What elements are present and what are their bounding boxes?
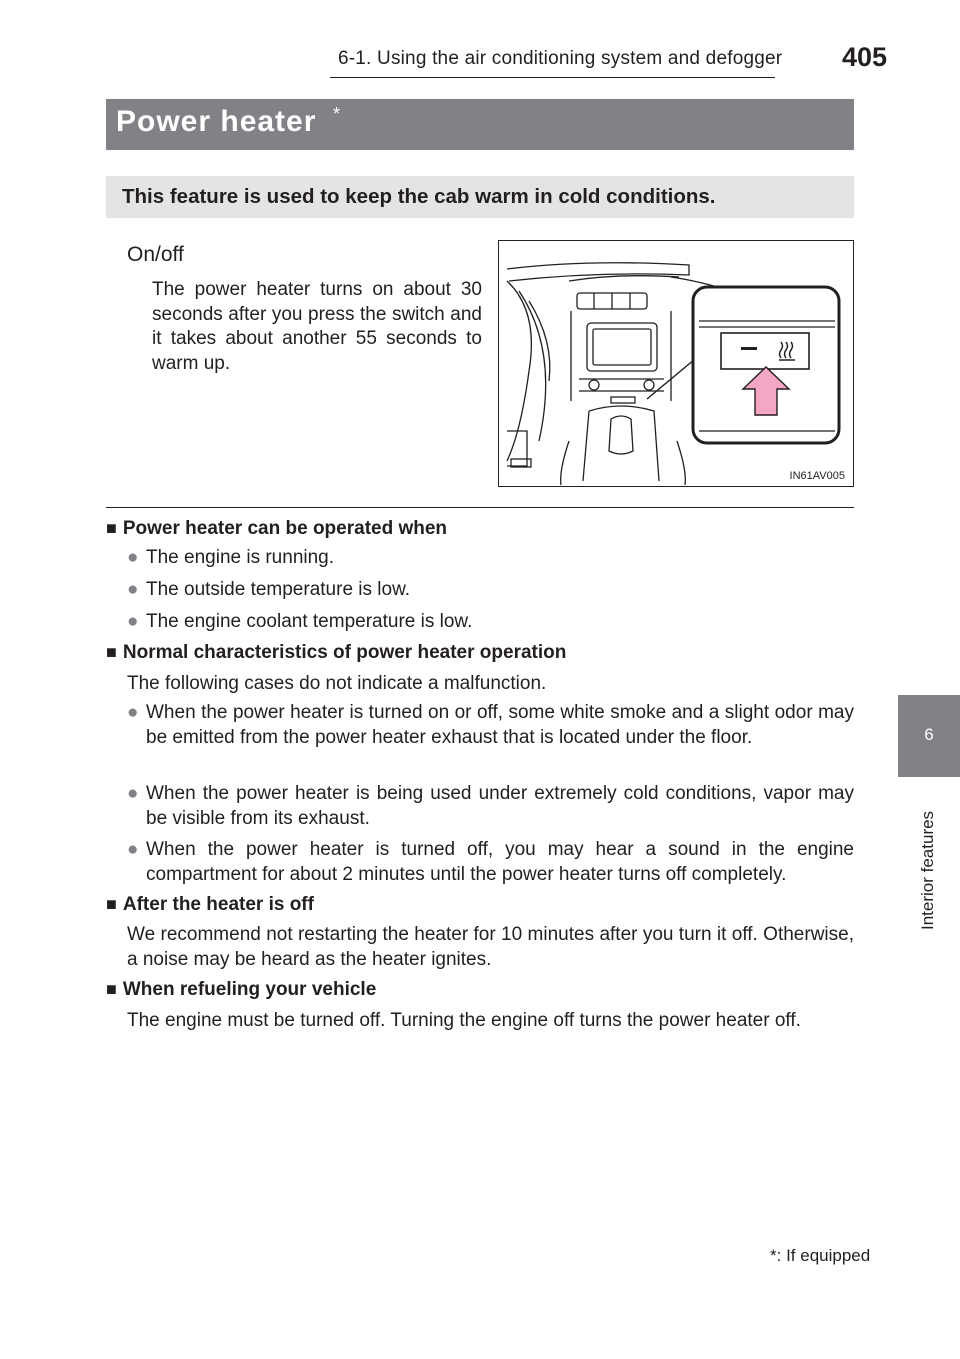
chapter-number: 6 [924,725,934,744]
heading-text: After the heater is off [122,894,314,915]
section-intro: The following cases do not indicate a malfunction. [127,673,547,694]
section-heading [106,979,376,1001]
section-divider [106,507,854,508]
heading-text: When refueling your vehicle [122,979,377,1000]
heading-text: Power heater can be operated when [122,518,448,539]
bullet-text: When the power heater is turned off, you may hear a sound in the engine compartment for about 2 minutes until the power heater turns off completely. [146,839,854,885]
bullet-text: When the power heater is being used under extremely cold conditions, vapor may be visible from its exhaust. [146,783,854,829]
section-text: The engine must be turned off. Turning the engine off turns the power heater off. [127,1010,801,1031]
onoff-label: On/off [127,243,184,266]
section-heading [106,518,447,540]
bullet-text: The engine coolant temperature is low. [146,611,473,632]
bullet-dot: ● [127,702,139,723]
square-marker: ■ [106,979,117,999]
section-title-bar [106,99,854,150]
bullet-dot: ● [127,783,139,804]
square-marker: ■ [106,642,117,662]
page-title: Power heater [116,105,317,138]
dashboard-illustration [498,240,854,487]
list-item [127,838,854,887]
onoff-description: The power heater turns on about 30 seconds after you press the switch and it takes about another 55 seconds to warm up. [152,279,482,374]
list-item [127,701,854,750]
chapter-tab [898,695,960,777]
bullet-dot: ● [127,611,139,632]
title-footnote-star: * [333,104,341,124]
heading-text: Normal characteristics of power heater operation [122,642,567,663]
bullet-dot: ● [127,547,139,568]
footnote [770,1246,870,1266]
bullet-text: The outside temperature is low. [146,579,411,600]
list-item [127,782,854,831]
section-heading [106,894,314,916]
square-marker: ■ [106,894,117,914]
chapter-label-wrap [918,790,946,930]
bullet-text: The engine is running. [146,547,335,568]
list-item [127,578,854,603]
list-item [127,546,854,571]
section-text: We recommend not restarting the heater for 10 minutes after you turn it off. Otherwise, a noise may be heard as the heater ignites. [127,924,854,970]
chapter-label: Interior features [918,810,937,930]
bullet-dot: ● [127,579,139,600]
page-number: 405 [842,42,888,72]
figure-code: IN61AV005 [789,470,845,482]
section-heading [106,642,566,664]
footnote-star: * [770,1246,777,1265]
intro-text: This feature is used to keep the cab warm in cold conditions. [122,185,716,208]
footnote-text: : If equipped [776,1246,871,1265]
running-head: 6-1. Using the air conditioning system and defogger [338,48,783,69]
list-item [127,610,854,635]
square-marker: ■ [106,518,117,538]
bullet-text: When the power heater is turned on or off, some white smoke and a slight odor may be emitted from the power heater exhaust that is located under the floor. [146,702,854,748]
dashboard-drawing [499,241,853,486]
bullet-dot: ● [127,839,139,860]
intro-box [106,176,854,218]
